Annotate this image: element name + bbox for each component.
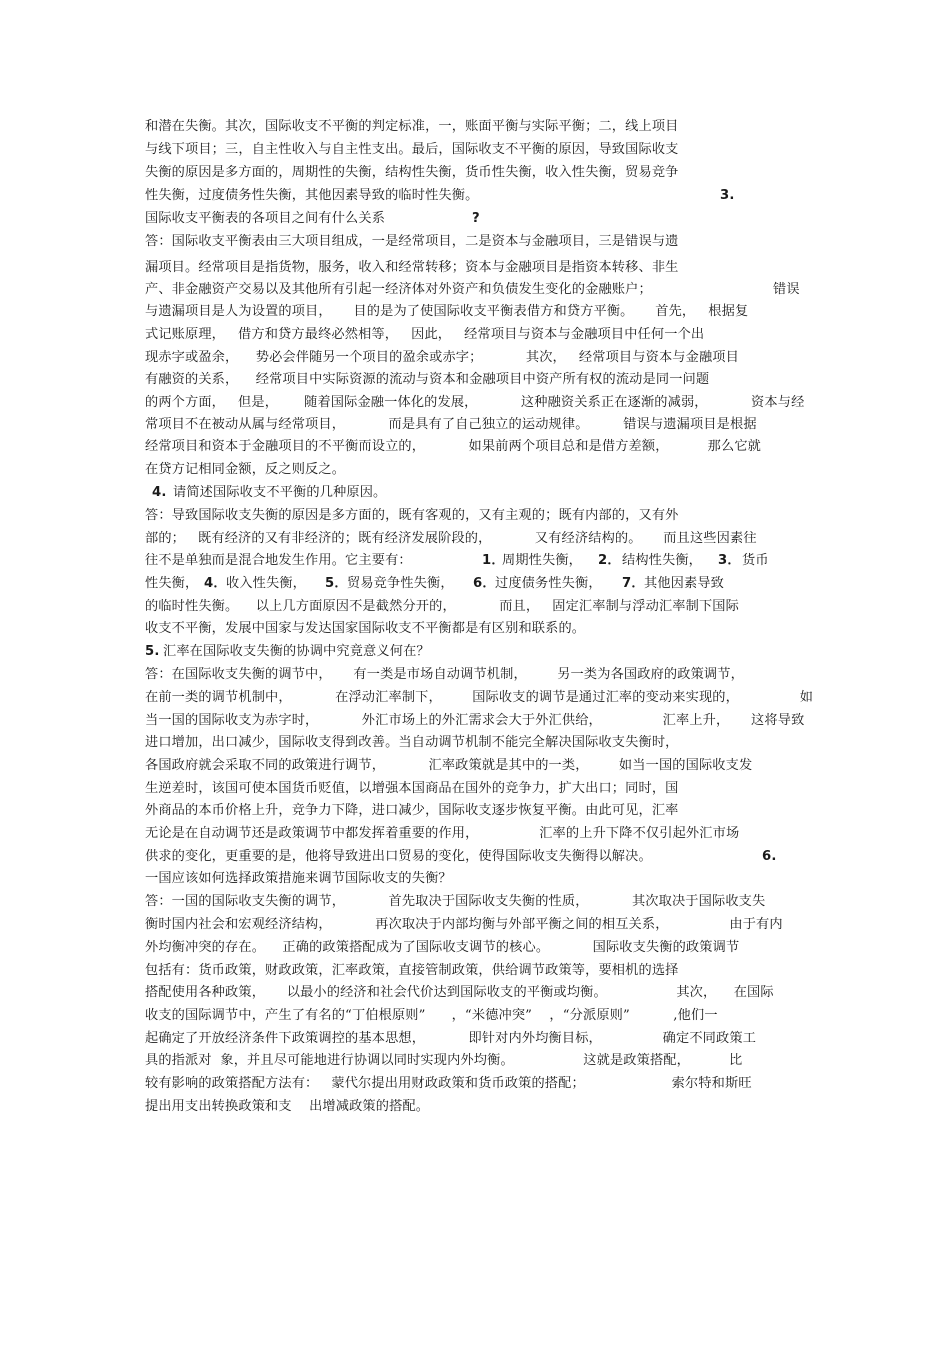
text-line: 供求的变化，更重要的是，他将导致进出口贸易的变化，使得国际收支失衡得以解决。	[145, 849, 652, 864]
text-line: 衡时国内社会和宏观经济结构， 再次取决于内部均衡与外部平衡之间的相互关系， 由于有内	[145, 917, 783, 932]
text-line: 和潜在失衡。其次，国际收支不平衡的判定标准，一，账面平衡与实际平衡；二，线上项目	[145, 119, 679, 134]
question-3-number: 3.	[720, 188, 735, 203]
question-4-title: 请简述国际收支不平衡的几种原因。	[173, 485, 387, 500]
question-5-number: 5.	[145, 644, 160, 659]
text-line: 起确定了开放经济条件下政策调控的基本思想， 即针对内外均衡目标， 确定不同政策工	[145, 1031, 757, 1046]
cause-1-number: 1．	[482, 553, 505, 568]
text-line: 收支不平衡，发展中国家与发达国家国际收支不平衡都是有区别和联系的。	[145, 621, 586, 636]
text-line: 常项目不在被动从属与经常项目， 而是具有了自己独立的运动规律。 错误与遗漏项目是根据	[145, 417, 757, 432]
text-line: 答：在国际收支失衡的调节中， 有一类是市场自动调节机制， 另一类为各国政府的政策调节，	[145, 667, 744, 682]
text-line: 的临时性失衡。 以上几方面原因不是截然分开的， 而且， 固定汇率制与浮动汇率制下国际	[145, 599, 739, 614]
text-line: 经常项目和资本于金融项目的不平衡而设立的， 如果前两个项目总和是借方差额， 那么它就	[145, 439, 761, 454]
cause-6-text: 过度债务性失衡，	[495, 576, 602, 591]
text-line: 在前一类的调节机制中， 在浮动汇率制下， 国际收支的调节是通过汇率的变动来实现的， 如	[145, 690, 814, 705]
text-line: 的两个方面， 但是， 随着国际金融一体化的发展， 这种融资关系正在逐渐的减弱， 资本与经	[145, 395, 805, 410]
question-3-mark: ?	[472, 211, 480, 226]
text-line: 较有影响的政策搭配方法有： 蒙代尔提出用财政政策和货币政策的搭配； 索尔特和斯旺	[145, 1076, 752, 1091]
text-line: 收支的国际调节中，产生了有名的“丁伯根原则” ，“米德冲突” ，“分派原则” ,他们一	[145, 1008, 718, 1023]
question-6-title: 一国应该如何选择政策措施来调节国际收支的失衡？	[145, 871, 452, 886]
question-4-number: 4.	[152, 485, 167, 500]
cause-2-number: 2．	[598, 553, 621, 568]
text-line: 搭配使用各种政策， 以最小的经济和社会代价达到国际收支的平衡或均衡。 其次， 在国际	[145, 985, 774, 1000]
text-line: 答：一国的国际收支失衡的调节， 首先取决于国际收支失衡的性质， 其次取决于国际收支失	[145, 894, 766, 909]
question-3-title: 国际收支平衡表的各项目之间有什么关系	[145, 211, 386, 226]
text-line: 生逆差时，该国可使本国货币贬值，以增强本国商品在国外的竞争力，扩大出口；同时，国	[145, 781, 679, 796]
text-line: 无论是在自动调节还是政策调节中都发挥着重要的作用， 汇率的上升下降不仅引起外汇市场	[145, 826, 740, 841]
cause-2-text: 结构性失衡，	[622, 553, 703, 568]
text-line: 各国政府就会采取不同的政策进行调节， 汇率政策就是其中的一类， 如当一国的国际收支发	[145, 758, 753, 773]
cause-7-text: 其他因素导致	[644, 576, 725, 591]
text-line: 包括有：货币政策，财政政策，汇率政策，直接管制政策，供给调节政策等，要相机的选择	[145, 963, 679, 978]
text-line: 产、非金融资产交易以及其他所有引起一经济体对外资产和负债发生变化的金融账户；	[145, 282, 652, 297]
cause-6-number: 6．	[473, 576, 496, 591]
cause-7-number: 7．	[622, 576, 645, 591]
cause-1-text: 周期性失衡，	[502, 553, 583, 568]
question-5-title: 汇率在国际收支失衡的协调中究竟意义何在？	[163, 644, 430, 659]
text-line: 答：导致国际收支失衡的原因是多方面的，既有客观的，又有主观的；既有内部的，又有外	[145, 508, 679, 523]
text-line: 现赤字或盈余， 势必会伴随另一个项目的盈余或赤字； 其次， 经常项目与资本与金融项目	[145, 350, 739, 365]
cause-4-number: 4．	[204, 576, 227, 591]
text-line: 式记账原理， 借方和贷方最终必然相等， 因此， 经常项目与资本与金融项目中任何一个出	[145, 327, 705, 342]
text-line: 性失衡，	[145, 576, 199, 591]
text-line: 进口增加，出口减少，国际收支得到改善。当自动调节机制不能完全解决国际收支失衡时，	[145, 735, 679, 750]
text-line: 有融资的关系， 经常项目中实际资源的流动与资本和金融项目中资产所有权的流动是同一问题	[145, 372, 710, 387]
cause-3-number: 3．	[718, 553, 741, 568]
text-line: 外商品的本币价格上升，竞争力下降，进口减少，国际收支逐步恢复平衡。由此可见，汇率	[145, 803, 679, 818]
cause-5-text: 贸易竞争性失衡，	[347, 576, 454, 591]
text-line: 具的指派对 象，并且尽可能地进行协调以同时实现内外均衡。 这就是政策搭配， 比	[145, 1053, 743, 1068]
text-line: 外均衡冲突的存在。 正确的政策搭配成为了国际收支调节的核心。 国际收支失衡的政策调节	[145, 940, 740, 955]
text-line: 性失衡，过度债务性失衡，其他因素导致的临时性失衡。	[145, 188, 479, 203]
text-line: 提出用支出转换政策和支 出增减政策的搭配。	[145, 1099, 430, 1114]
text-line: 与遗漏项目是人为设置的项目， 目的是为了使国际收支平衡表借方和贷方平衡。 首先， 根据复	[145, 304, 749, 319]
cause-5-number: 5．	[325, 576, 348, 591]
cause-4-text: 收入性失衡，	[226, 576, 307, 591]
text-line: 答：国际收支平衡表由三大项目组成，一是经常项目，二是资本与金融项目，三是错误与遗	[145, 234, 679, 249]
text-line: 往不是单独而是混合地发生作用。它主要有：	[145, 553, 412, 568]
cause-3-text: 货币	[742, 553, 769, 568]
text-line: 当一国的国际收支为赤字时， 外汇市场上的外汇需求会大于外汇供给， 汇率上升， 这将导致	[145, 713, 805, 728]
text-line: 漏项目。经常项目是指货物，服务，收入和经常转移；资本与金融项目是指资本转移、非生	[145, 260, 679, 275]
question-6-number: 6.	[762, 849, 777, 864]
text-fragment: 错误	[773, 282, 800, 297]
text-line: 部的； 既有经济的又有非经济的；既有经济发展阶段的， 又有经济结构的。 而且这些因素往	[145, 531, 757, 546]
text-line: 与线下项目；三，自主性收入与自主性支出。最后，国际收支不平衡的原因，导致国际收支	[145, 142, 679, 157]
text-line: 在贷方记相同金额，反之则反之。	[145, 462, 346, 477]
text-line: 失衡的原因是多方面的，周期性的失衡，结构性失衡，货币性失衡，收入性失衡，贸易竞争	[145, 165, 679, 180]
